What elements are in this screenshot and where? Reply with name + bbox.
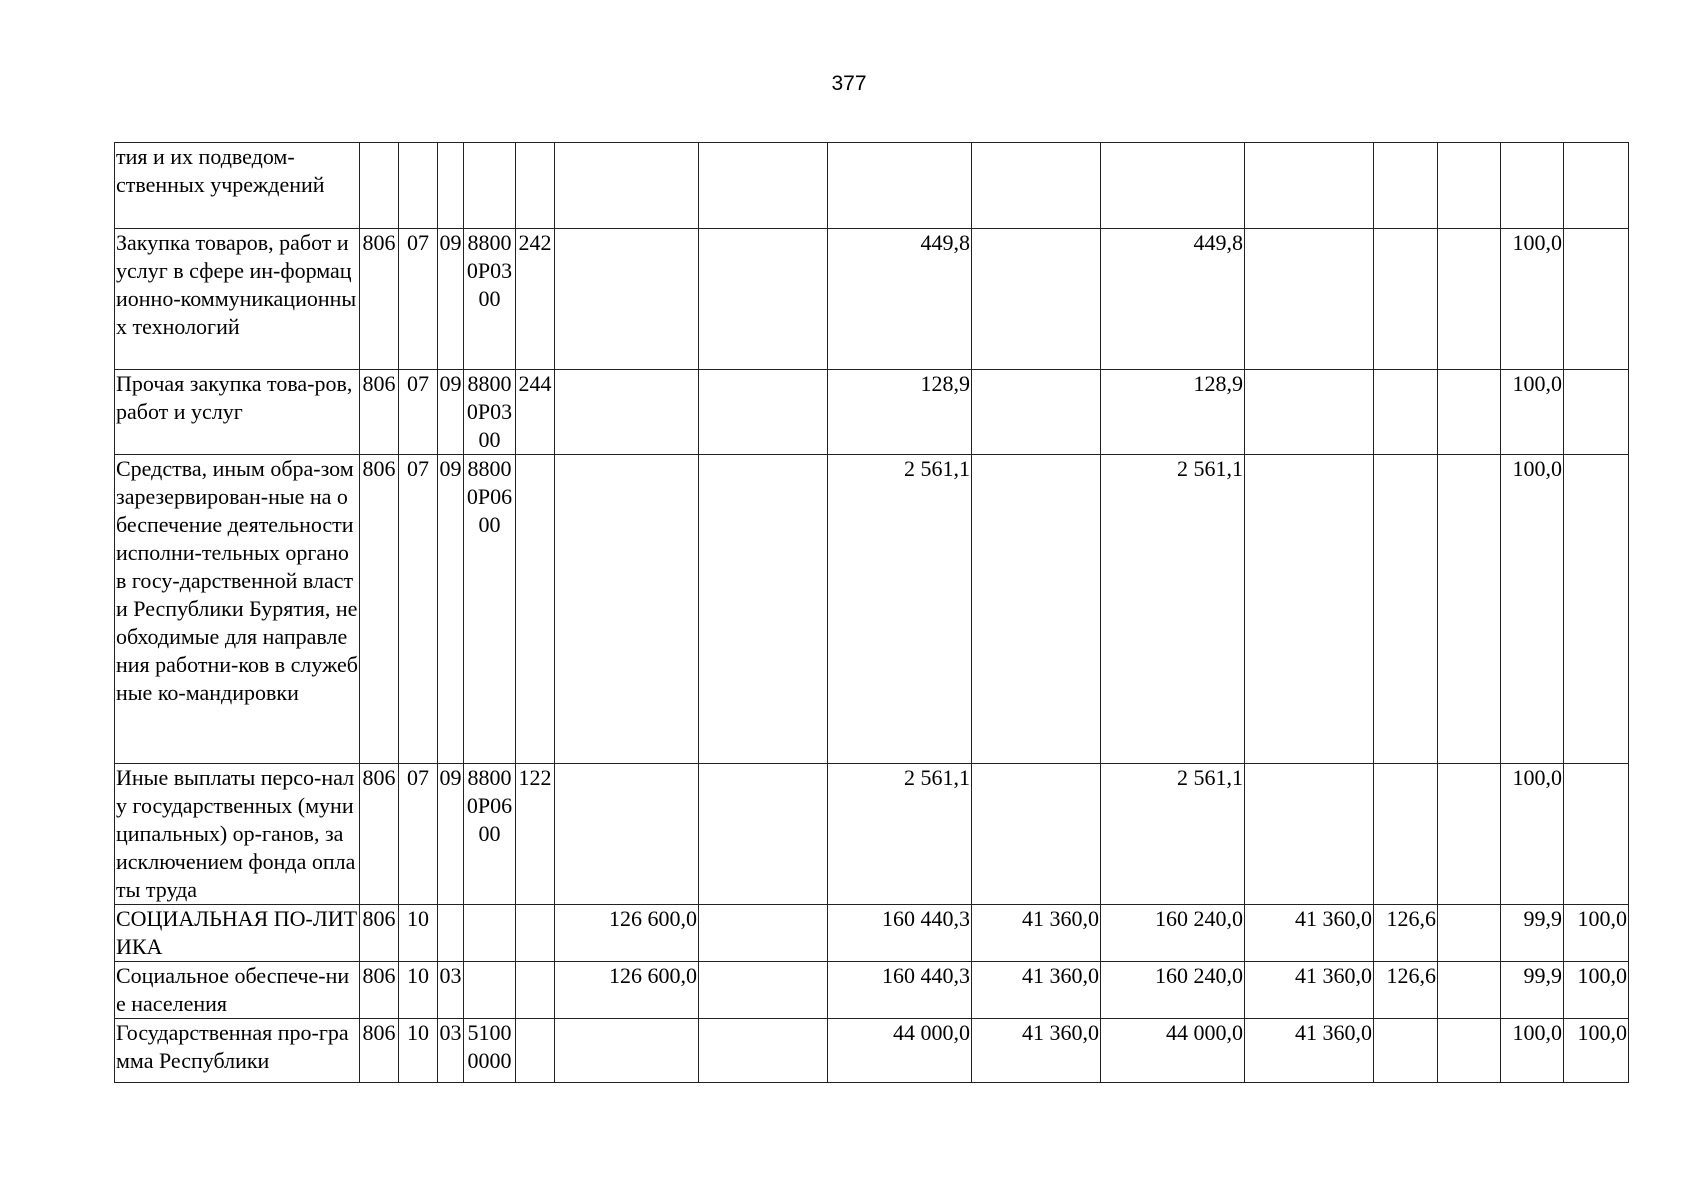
table-cell <box>1564 143 1629 229</box>
value-cell <box>1564 764 1629 905</box>
table-row <box>115 143 1629 229</box>
value-cell: 2 561,1 <box>1101 764 1245 905</box>
value-cell <box>1438 764 1501 905</box>
value-cell: 99,9 <box>1501 905 1564 962</box>
value-cell: 44 000,0 <box>1101 1019 1245 1083</box>
value-cell: 126 600,0 <box>555 962 699 1019</box>
value-cell <box>972 229 1101 370</box>
row-name: Иные выплаты персо-налу государственных (муниципальных) ор-ганов, за исключением фонда оплаты труда <box>115 764 360 905</box>
section-code: 10 <box>399 1019 438 1083</box>
target-article-code: 5100 0000 <box>464 1019 516 1083</box>
value-cell: 99,9 <box>1501 962 1564 1019</box>
expense-type-code <box>516 1019 555 1083</box>
value-cell <box>1374 370 1438 455</box>
section-code: 10 <box>399 905 438 962</box>
table-cell <box>1245 143 1374 229</box>
value-cell <box>1438 1019 1501 1083</box>
value-cell: 44 000,0 <box>828 1019 972 1083</box>
section-code: 07 <box>399 370 438 455</box>
value-cell: 100,0 <box>1501 1019 1564 1083</box>
target-article-code: 8800 0Р06 00 <box>464 764 516 905</box>
value-cell: 100,0 <box>1501 229 1564 370</box>
table-cell <box>464 143 516 229</box>
table-cell <box>516 143 555 229</box>
value-cell <box>555 370 699 455</box>
value-cell: 2 561,1 <box>828 764 972 905</box>
value-cell: 41 360,0 <box>1245 905 1374 962</box>
row-name: Государственная про-грамма Республики <box>115 1019 360 1083</box>
subsection-code: 09 <box>438 764 464 905</box>
ministry-code: 806 <box>360 229 399 370</box>
table-cell <box>555 143 699 229</box>
value-cell <box>972 370 1101 455</box>
table-cell <box>972 143 1101 229</box>
ministry-code: 806 <box>360 370 399 455</box>
value-cell: 160 440,3 <box>828 962 972 1019</box>
value-cell <box>1438 455 1501 764</box>
table-cell <box>699 143 828 229</box>
value-cell: 41 360,0 <box>972 962 1101 1019</box>
value-cell <box>699 370 828 455</box>
table-row <box>115 764 1629 905</box>
subsection-code <box>438 905 464 962</box>
section-code: 07 <box>399 229 438 370</box>
ministry-code: 806 <box>360 455 399 764</box>
table-cell <box>1438 143 1501 229</box>
value-cell <box>699 229 828 370</box>
value-cell: 100,0 <box>1501 370 1564 455</box>
subsection-code: 03 <box>438 1019 464 1083</box>
value-cell <box>699 905 828 962</box>
value-cell: 41 360,0 <box>972 905 1101 962</box>
subsection-code: 09 <box>438 455 464 764</box>
value-cell: 449,8 <box>1101 229 1245 370</box>
target-article-code <box>464 905 516 962</box>
value-cell <box>1564 229 1629 370</box>
value-cell: 41 360,0 <box>1245 1019 1374 1083</box>
value-cell <box>1245 455 1374 764</box>
value-cell <box>1374 1019 1438 1083</box>
value-cell <box>555 1019 699 1083</box>
expense-type-code: 244 <box>516 370 555 455</box>
value-cell <box>699 1019 828 1083</box>
value-cell <box>1374 229 1438 370</box>
value-cell <box>555 229 699 370</box>
value-cell <box>699 455 828 764</box>
ministry-code: 806 <box>360 1019 399 1083</box>
value-cell: 100,0 <box>1501 764 1564 905</box>
expense-type-code: 242 <box>516 229 555 370</box>
budget-table-body <box>115 143 1629 1083</box>
target-article-code: 8800 0Р03 00 <box>464 370 516 455</box>
row-name: Социальное обеспече-ние населения <box>115 962 360 1019</box>
table-cell <box>1501 143 1564 229</box>
ministry-code: 806 <box>360 905 399 962</box>
row-name: Средства, иным обра-зом зарезервирован-ные на обеспечение деятельности исполни-тельных органов госу-дарственной власти Республики Бурятия, необходимые для направления работни-ков в служебные ко-мандировки <box>115 455 360 764</box>
target-article-code: 8800 0Р03 00 <box>464 229 516 370</box>
budget-table <box>114 142 1629 1083</box>
row-name: тия и их подведом- ственных учреждений <box>115 143 360 229</box>
value-cell: 128,9 <box>828 370 972 455</box>
expense-type-code <box>516 905 555 962</box>
value-cell <box>555 455 699 764</box>
value-cell <box>1438 370 1501 455</box>
section-code: 10 <box>399 962 438 1019</box>
value-cell <box>1564 370 1629 455</box>
value-cell <box>1438 229 1501 370</box>
table-row <box>115 229 1629 370</box>
value-cell: 41 360,0 <box>1245 962 1374 1019</box>
value-cell: 160 240,0 <box>1101 905 1245 962</box>
value-cell <box>972 455 1101 764</box>
row-name: Закупка товаров, работ и услуг в сфере ин-формационно-коммуникационных технологий <box>115 229 360 370</box>
subsection-code: 09 <box>438 370 464 455</box>
table-row <box>115 905 1629 962</box>
table-row <box>115 962 1629 1019</box>
value-cell <box>1245 370 1374 455</box>
target-article-code <box>464 962 516 1019</box>
table-cell <box>828 143 972 229</box>
table-cell <box>399 143 438 229</box>
target-article-code: 8800 0Р06 00 <box>464 455 516 764</box>
section-code: 07 <box>399 455 438 764</box>
table-row <box>115 455 1629 764</box>
value-cell <box>1374 455 1438 764</box>
expense-type-code <box>516 455 555 764</box>
value-cell: 2 561,1 <box>1101 455 1245 764</box>
value-cell: 160 440,3 <box>828 905 972 962</box>
ministry-code: 806 <box>360 962 399 1019</box>
value-cell <box>699 962 828 1019</box>
value-cell: 100,0 <box>1564 1019 1629 1083</box>
value-cell <box>1245 764 1374 905</box>
value-cell: 126,6 <box>1374 962 1438 1019</box>
row-name: СОЦИАЛЬНАЯ ПО-ЛИТИКА <box>115 905 360 962</box>
page-number: 377 <box>831 72 867 95</box>
value-cell <box>555 764 699 905</box>
value-cell: 449,8 <box>828 229 972 370</box>
subsection-code: 09 <box>438 229 464 370</box>
table-row <box>115 370 1629 455</box>
value-cell <box>1438 962 1501 1019</box>
table-cell <box>360 143 399 229</box>
value-cell: 128,9 <box>1101 370 1245 455</box>
table-row <box>115 1019 1629 1083</box>
value-cell: 126 600,0 <box>555 905 699 962</box>
value-cell: 126,6 <box>1374 905 1438 962</box>
section-code: 07 <box>399 764 438 905</box>
value-cell: 100,0 <box>1564 962 1629 1019</box>
value-cell: 160 240,0 <box>1101 962 1245 1019</box>
value-cell <box>699 764 828 905</box>
subsection-code: 03 <box>438 962 464 1019</box>
value-cell <box>972 764 1101 905</box>
row-name: Прочая закупка това-ров, работ и услуг <box>115 370 360 455</box>
value-cell: 41 360,0 <box>972 1019 1101 1083</box>
value-cell <box>1564 455 1629 764</box>
value-cell <box>1438 905 1501 962</box>
ministry-code: 806 <box>360 764 399 905</box>
value-cell <box>1374 764 1438 905</box>
value-cell <box>1245 229 1374 370</box>
table-cell <box>1101 143 1245 229</box>
value-cell: 100,0 <box>1564 905 1629 962</box>
value-cell: 100,0 <box>1501 455 1564 764</box>
value-cell: 2 561,1 <box>828 455 972 764</box>
table-cell <box>438 143 464 229</box>
table-cell <box>1374 143 1438 229</box>
expense-type-code <box>516 962 555 1019</box>
expense-type-code: 122 <box>516 764 555 905</box>
